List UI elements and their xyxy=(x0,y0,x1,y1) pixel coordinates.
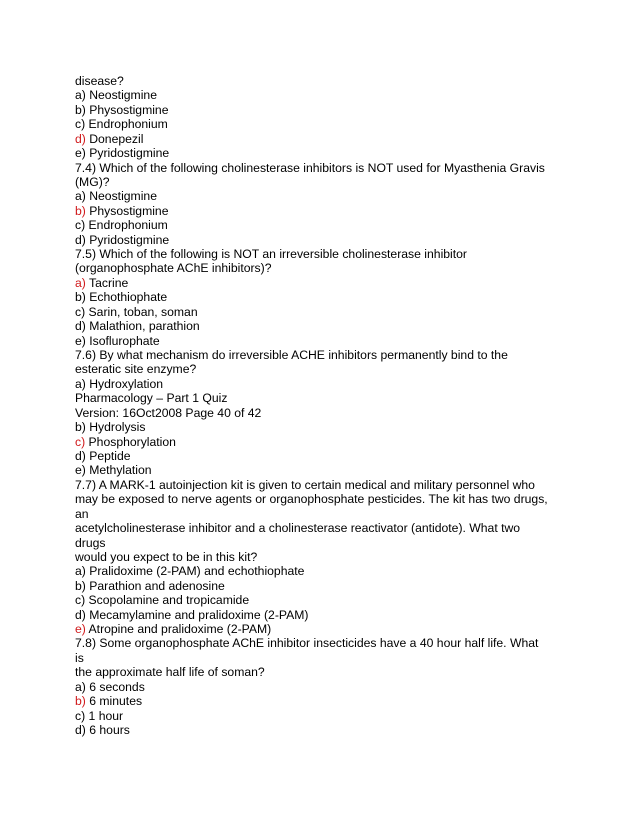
answer-letter: c) xyxy=(75,593,86,608)
text-line xyxy=(75,261,565,275)
answer-option-line xyxy=(75,593,565,607)
line-text: 6 minutes xyxy=(85,694,143,709)
line-text: (organophosphate AChE inhibitors)? xyxy=(75,261,272,276)
line-text: Phosphorylation xyxy=(85,434,176,449)
answer-letter: e) xyxy=(75,463,86,478)
answer-letter: d) xyxy=(75,319,86,334)
line-text: Endrophonium xyxy=(85,117,168,132)
answer-option-line xyxy=(75,435,565,449)
line-text: Pharmacology – Part 1 Quiz xyxy=(75,391,228,406)
line-text: Hydroxylation xyxy=(85,376,164,391)
line-text: 7.5) Which of the following is NOT an irreversible cholinesterase inhibitor xyxy=(75,247,467,262)
answer-letter: b) xyxy=(75,290,86,305)
answer-letter: a) xyxy=(75,376,86,391)
answer-option-line xyxy=(75,290,565,304)
answer-letter: b) xyxy=(75,420,86,435)
text-line xyxy=(75,175,565,189)
answer-option-line xyxy=(75,117,565,131)
answer-option-line xyxy=(75,146,565,160)
text-line xyxy=(75,348,565,362)
answer-option-line xyxy=(75,276,565,290)
line-text: acetylcholinesterase inhibitor and a cholinesterase reactivator (antidote). What two xyxy=(75,521,521,536)
answer-letter: d) xyxy=(75,722,86,737)
line-text: Peptide xyxy=(85,448,131,463)
text-line xyxy=(75,406,565,420)
line-text: Methylation xyxy=(85,463,152,478)
answer-option-line xyxy=(75,723,565,737)
line-text: Version: 16Oct2008 Page 40 of 42 xyxy=(75,405,262,420)
line-text: esteratic site enzyme? xyxy=(75,362,197,377)
answer-letter: b) xyxy=(75,578,86,593)
correct-answer-letter: c) xyxy=(75,434,86,449)
line-text: Pralidoxime (2-PAM) and echothiophate xyxy=(85,564,305,579)
line-text: Donepezil xyxy=(85,131,144,146)
line-text: Scopolamine and tropicamide xyxy=(85,593,250,608)
answer-option-line xyxy=(75,88,565,102)
line-text: Pyridostigmine xyxy=(85,232,170,247)
answer-letter: c) xyxy=(75,117,86,132)
answer-option-line xyxy=(75,334,565,348)
line-text: Atropine and pralidoxime (2-PAM) xyxy=(85,622,272,637)
answer-option-line xyxy=(75,233,565,247)
text-line xyxy=(75,550,565,564)
line-text: 7.4) Which of the following cholinesterase inhibitors is NOT used for Myasthenia Gravis xyxy=(75,160,545,175)
answer-option-line xyxy=(75,132,565,146)
answer-option-line xyxy=(75,694,565,708)
line-text: Tacrine xyxy=(85,275,129,290)
answer-option-line xyxy=(75,463,565,477)
answer-option-line xyxy=(75,305,565,319)
answer-option-line xyxy=(75,218,565,232)
line-text: Sarin, toban, soman xyxy=(85,304,198,319)
answer-option-line xyxy=(75,449,565,463)
text-line xyxy=(75,362,565,376)
line-text: drugs xyxy=(75,535,106,550)
text-line xyxy=(75,536,565,550)
correct-answer-letter: b) xyxy=(75,203,86,218)
correct-answer-letter: a) xyxy=(75,275,86,290)
answer-option-line xyxy=(75,709,565,723)
line-text: the approximate half life of soman? xyxy=(75,665,265,680)
line-text: is xyxy=(75,650,84,665)
answer-option-line xyxy=(75,377,565,391)
line-text: 1 hour xyxy=(85,708,124,723)
line-text: Neostigmine xyxy=(85,189,157,204)
correct-answer-letter: e) xyxy=(75,622,86,637)
answer-letter: a) xyxy=(75,88,86,103)
text-line xyxy=(75,247,565,261)
line-text: Parathion and adenosine xyxy=(85,578,225,593)
answer-letter: c) xyxy=(75,708,86,723)
line-text: Physostigmine xyxy=(85,102,169,117)
answer-letter: a) xyxy=(75,679,86,694)
line-text: 7.6) By what mechanism do irreversible ACHE inhibitors permanently bind to the xyxy=(75,348,508,363)
line-text: (MG)? xyxy=(75,174,110,189)
line-text: Hydrolysis xyxy=(85,420,146,435)
answer-option-line xyxy=(75,189,565,203)
text-line xyxy=(75,665,565,679)
line-text: would you expect to be in this kit? xyxy=(75,549,258,564)
answer-letter: d) xyxy=(75,232,86,247)
text-line xyxy=(75,636,565,650)
text-line xyxy=(75,478,565,492)
answer-option-line xyxy=(75,564,565,578)
line-text: disease? xyxy=(75,74,124,88)
line-text: Malathion, parathion xyxy=(85,319,200,334)
line-text: Mecamylamine and pralidoxime (2-PAM) xyxy=(85,607,309,622)
answer-letter: b) xyxy=(75,102,86,117)
line-text: Endrophonium xyxy=(85,218,168,233)
text-line xyxy=(75,161,565,175)
text-line xyxy=(75,74,565,88)
answer-letter: e) xyxy=(75,146,86,161)
text-line xyxy=(75,492,565,506)
line-text: 6 seconds xyxy=(85,679,145,694)
answer-option-line xyxy=(75,680,565,694)
answer-option-line xyxy=(75,420,565,434)
line-text: Physostigmine xyxy=(85,203,169,218)
answer-option-line xyxy=(75,204,565,218)
line-text: Neostigmine xyxy=(85,88,157,103)
correct-answer-letter: b) xyxy=(75,694,86,709)
text-line xyxy=(75,391,565,405)
answer-letter: d) xyxy=(75,607,86,622)
line-text: an xyxy=(75,506,89,521)
document-page xyxy=(75,74,565,737)
line-text: Echothiophate xyxy=(85,290,168,305)
correct-answer-letter: d) xyxy=(75,131,86,146)
line-text: 7.8) Some organophosphate AChE inhibitor insecticides have a 40 hour half life. What xyxy=(75,636,539,651)
line-text: Isoflurophate xyxy=(85,333,160,348)
answer-letter: d) xyxy=(75,448,86,463)
line-text: 7.7) A MARK-1 autoinjection kit is given to certain medical and military personnel who xyxy=(75,477,535,492)
answer-option-line xyxy=(75,608,565,622)
line-text: Pyridostigmine xyxy=(85,146,170,161)
line-text: may be exposed to nerve agents or organophosphate pesticides. The kit has two drugs, xyxy=(75,492,548,507)
answer-option-line xyxy=(75,103,565,117)
line-text: 6 hours xyxy=(85,722,130,737)
answer-option-line xyxy=(75,622,565,636)
answer-letter: c) xyxy=(75,218,86,233)
answer-letter: a) xyxy=(75,189,86,204)
answer-option-line xyxy=(75,579,565,593)
answer-option-line xyxy=(75,319,565,333)
answer-letter: e) xyxy=(75,333,86,348)
text-line xyxy=(75,507,565,521)
text-line xyxy=(75,651,565,665)
answer-letter: c) xyxy=(75,304,86,319)
text-line xyxy=(75,521,565,535)
answer-letter: a) xyxy=(75,564,86,579)
